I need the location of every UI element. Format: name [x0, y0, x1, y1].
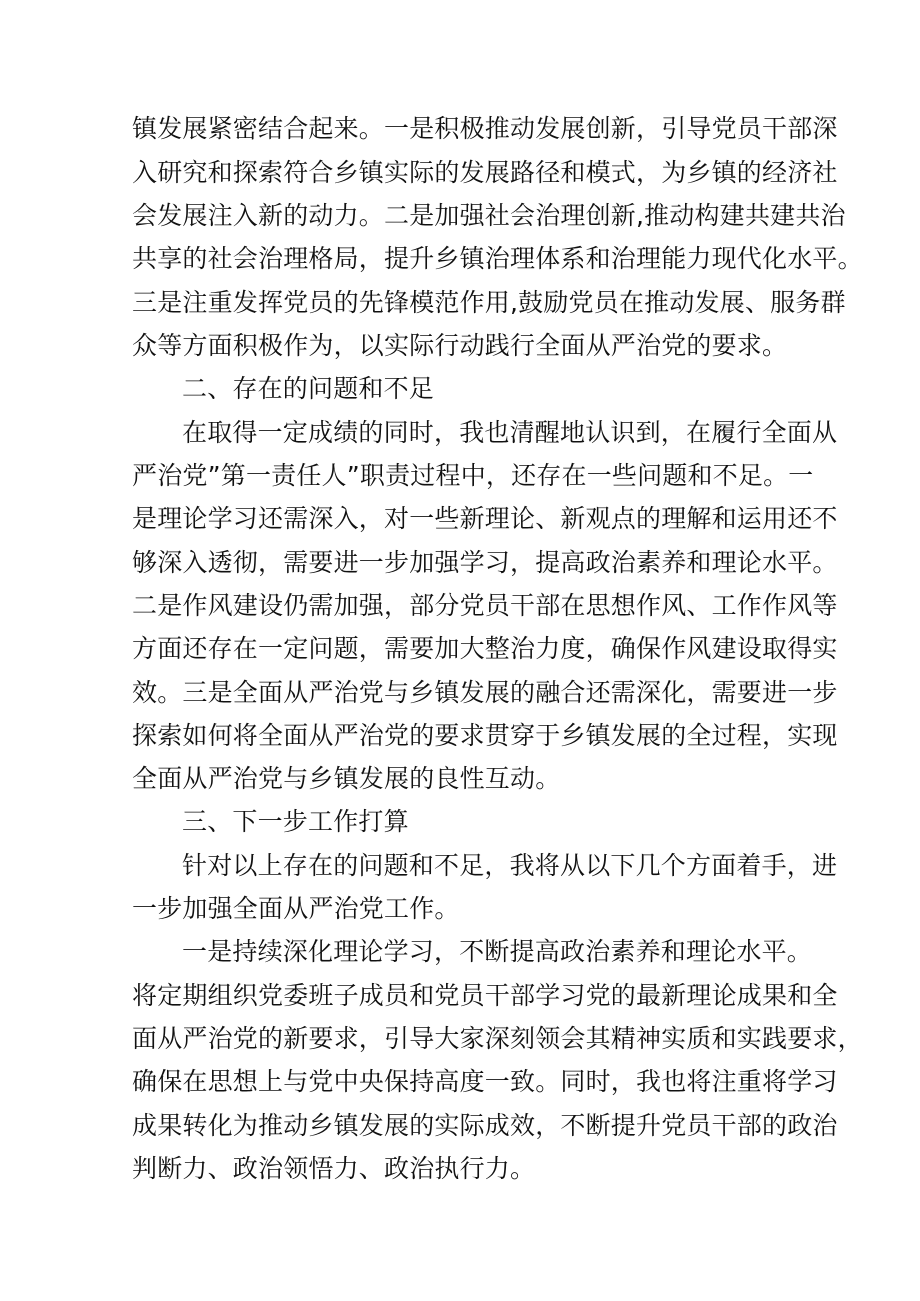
text-line: 一步加强全面从严治党工作。	[132, 894, 460, 923]
text-line: 效。三是全面从严治党与乡镇发展的融合还需深化，需要进一步	[132, 678, 838, 707]
text-line: 确保在思想上与党中央保持高度一致。同时，我也将注重将学习	[132, 1067, 838, 1096]
text-line: 众等方面积极作为，以实际行动践行全面从严治党的要求。	[132, 331, 788, 360]
text-line: 够深入透彻，需要进一步加强学习，提高政治素养和理论水平。	[132, 548, 838, 577]
text-line: 是理论学习还需深入，对一些新理论、新观点的理解和运用还不	[132, 504, 838, 533]
text-line: 针对以上存在的问题和不足，我将从以下几个方面着手，进	[182, 851, 838, 880]
text-line: 三是注重发挥党员的先锋模范作用,鼓励党员在推动发展、服务群	[132, 288, 846, 317]
text-line: 入研究和探索符合乡镇实际的发展路径和模式，为乡镇的经济社	[132, 158, 838, 187]
text-line: 探索如何将全面从严治党的要求贯穿于乡镇发展的全过程，实现	[132, 721, 838, 750]
section-heading: 二、存在的问题和不足	[182, 374, 435, 403]
text-line: 将定期组织党委班子成员和党员干部学习党的最新理论成果和全	[132, 981, 838, 1010]
text-line: 成果转化为推动乡镇发展的实际成效，不断提升党员干部的政治	[132, 1111, 838, 1140]
section-heading: 三、下一步工作打算	[182, 807, 409, 836]
text-line: 方面还存在一定问题，需要加大整治力度，确保作风建设取得实	[132, 634, 838, 663]
text-line: 面从严治党的新要求，引导大家深刻领会其精神实质和实践要求，	[132, 1024, 863, 1053]
text-line: 二是作风建设仍需加强，部分党员干部在思想作风、工作作风等	[132, 591, 838, 620]
text-line: 在取得一定成绩的同时，我也清醒地认识到，在履行全面从	[182, 418, 838, 447]
text-line: 镇发展紧密结合起来。一是积极推动发展创新，引导党员干部深	[132, 114, 838, 143]
text-line: 全面从严治党与乡镇发展的良性互动。	[132, 764, 561, 793]
text-line: 判断力、政治领悟力、政治执行力。	[132, 1154, 536, 1183]
text-line: 严治党”第一责任人”职责过程中，还存在一些问题和不足。一	[132, 461, 814, 490]
text-line: 共享的社会治理格局，提升乡镇治理体系和治理能力现代化水平。	[132, 244, 863, 273]
text-line: 会发展注入新的动力。二是加强社会治理创新,推动构建共建共治	[132, 201, 846, 230]
text-line: 一是持续深化理论学习，不断提高政治素养和理论水平。	[182, 937, 813, 966]
